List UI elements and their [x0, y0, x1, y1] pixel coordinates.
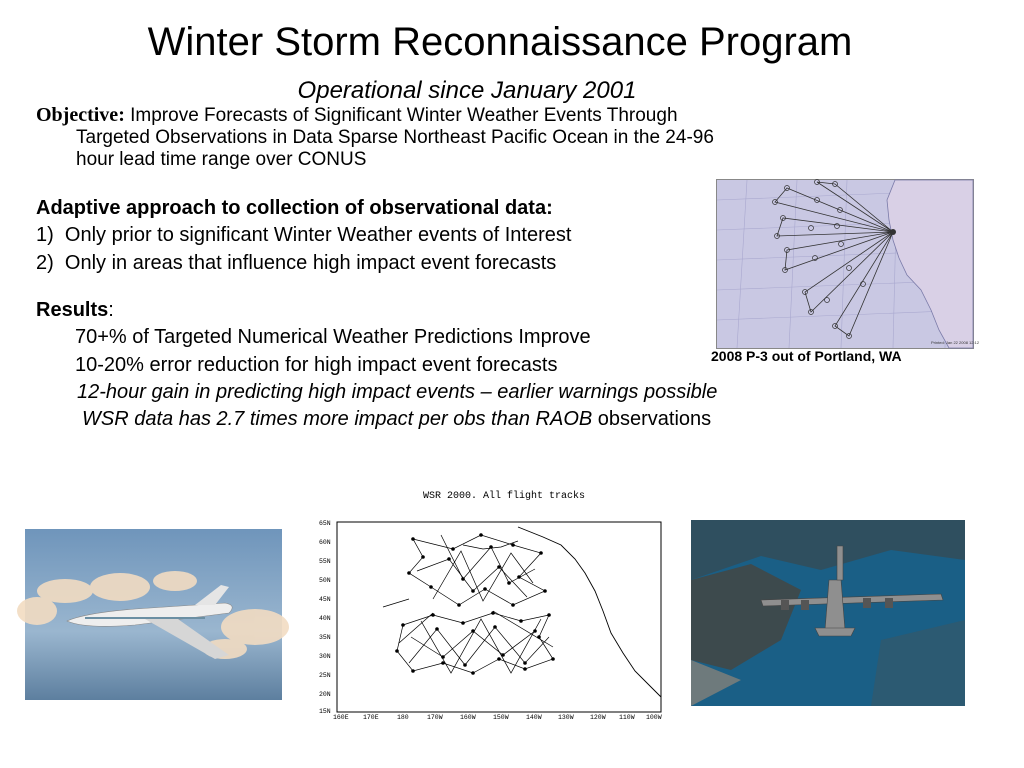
- results-item-4: [82, 406, 711, 432]
- lon-label-160e: 160E: [333, 714, 349, 721]
- results-item-4-plain: observations: [592, 408, 712, 430]
- results-item-3: 12-hour gain in predicting high impact events – earlier warnings possible: [77, 381, 718, 403]
- lat-label-40n: 40N: [319, 615, 331, 622]
- lon-label-110w: 110W: [619, 714, 635, 721]
- lat-label-60n: 60N: [319, 539, 331, 546]
- adaptive-item-1: [36, 222, 571, 248]
- lon-label-150w: 150W: [493, 714, 509, 721]
- lat-label-65n: 65N: [319, 520, 331, 527]
- objective-paragraph: [36, 104, 866, 171]
- objective-text: Improve Forecasts of Significant Winter Weather Events Through: [124, 105, 678, 126]
- results-item-1: 70+% of Targeted Numerical Weather Predictions Improve: [75, 326, 591, 348]
- results-heading: [36, 297, 114, 323]
- lon-label-140w: 140W: [526, 714, 542, 721]
- results-heading-colon: :: [108, 299, 114, 321]
- adaptive-item-2-num: 2): [36, 252, 54, 274]
- lat-label-35n: 35N: [319, 634, 331, 641]
- lat-label-50n: 50N: [319, 577, 331, 584]
- lon-label-160w: 160W: [460, 714, 476, 721]
- lon-label-130w: 130W: [558, 714, 574, 721]
- results-item-4-italic: WSR data has 2.7 times more impact per obs than RAOB: [82, 408, 593, 430]
- lon-label-120w: 120W: [590, 714, 606, 721]
- results-item-2: 10-20% error reduction for high impact event forecasts: [75, 354, 558, 376]
- p3-aircraft-photo: [691, 520, 965, 706]
- page-title: Winter Storm Reconnaissance Program: [147, 20, 853, 64]
- objective-colon: :: [118, 104, 125, 126]
- lat-label-20n: 20N: [319, 691, 331, 698]
- adaptive-item-2-text: Only in areas that influence high impact event forecasts: [64, 252, 557, 274]
- adaptive-heading: Adaptive approach to collection of observational data:: [36, 197, 553, 219]
- objective-text-line2: Targeted Observations in Data Sparse Northeast Pacific Ocean in the 24-96: [76, 127, 714, 148]
- objective-label: Objective: [36, 104, 119, 126]
- page-subtitle: Operational since January 2001: [297, 77, 637, 104]
- wsr-2000-flight-tracks-map: [313, 487, 669, 722]
- map-printed-text: Printed: Jan 22 2008 12:12: [931, 340, 980, 345]
- lon-label-170w: 170W: [427, 714, 443, 721]
- lat-label-30n: 30N: [319, 653, 331, 660]
- jet-aircraft-photo: [25, 529, 282, 700]
- tracks-title: WSR 2000. All flight tracks: [423, 491, 586, 502]
- objective-text-line3: hour lead time range over CONUS: [76, 149, 367, 170]
- lon-label-180: 180: [397, 714, 409, 721]
- portland-flight-map-image: [716, 179, 980, 349]
- adaptive-item-1-text: Only prior to significant Winter Weather events of Interest: [64, 224, 572, 246]
- lon-label-170e: 170E: [363, 714, 379, 721]
- lat-label-55n: 55N: [319, 558, 331, 565]
- adaptive-item-2: [36, 250, 556, 276]
- adaptive-item-1-num: 1): [36, 224, 54, 246]
- lat-label-15n: 15N: [319, 708, 331, 715]
- lon-label-100w: 100W: [646, 714, 662, 721]
- results-heading-label: Results: [36, 299, 109, 321]
- lat-label-45n: 45N: [319, 596, 331, 603]
- lat-label-25n: 25N: [319, 672, 331, 679]
- map-caption: 2008 P-3 out of Portland, WA: [711, 348, 902, 364]
